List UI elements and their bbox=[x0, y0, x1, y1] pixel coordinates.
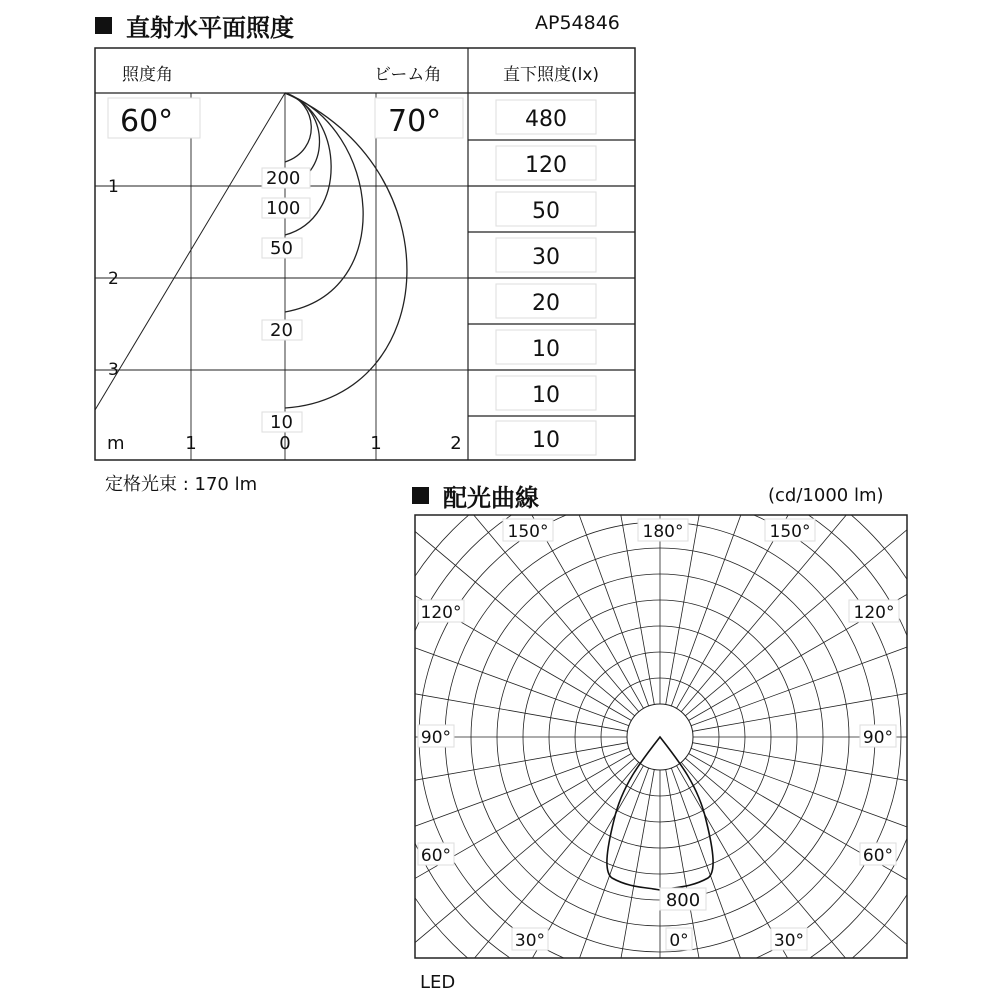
beam-angle-label: ビーム角 bbox=[374, 65, 442, 85]
contour-label: 100 bbox=[266, 198, 301, 219]
angle-label-60-right: 60° bbox=[862, 846, 894, 866]
polar-radial-line bbox=[681, 762, 917, 1000]
direct-lux-value: 120 bbox=[525, 153, 567, 178]
light-source-label: LED bbox=[420, 972, 456, 993]
x-axis-tick: 1 bbox=[370, 433, 382, 454]
polar-radial-line bbox=[314, 754, 632, 938]
contour-label: 20 bbox=[270, 320, 293, 341]
distribution-unit: (cd/1000 lm) bbox=[768, 485, 884, 506]
direct-lux-value: 10 bbox=[532, 428, 560, 453]
polar-radial-line bbox=[689, 754, 1000, 938]
x-axis-tick: 2 bbox=[450, 433, 462, 454]
polar-radial-line bbox=[693, 743, 1000, 807]
contour-label: 10 bbox=[270, 412, 293, 433]
polar-radial-line bbox=[691, 748, 1000, 874]
x-axis-unit: m bbox=[107, 433, 125, 454]
direct-lux-value: 480 bbox=[525, 107, 567, 132]
polar-radial-line bbox=[523, 768, 649, 1000]
contour-10 bbox=[285, 93, 407, 408]
angle-label-90-right: 90° bbox=[862, 728, 894, 748]
polar-radial-line bbox=[693, 668, 1000, 732]
contour-label: 200 bbox=[266, 168, 301, 189]
contour-200 bbox=[285, 93, 311, 162]
model-number: AP54846 bbox=[535, 12, 620, 34]
angle-label-0: 0° bbox=[669, 931, 689, 951]
angle-label-30-right: 30° bbox=[773, 931, 805, 951]
polar-radial-line bbox=[403, 431, 639, 712]
beam-angle-value: 70° bbox=[388, 104, 442, 139]
polar-radial-line bbox=[266, 668, 627, 732]
polar-radial-line bbox=[677, 766, 861, 1000]
polar-radial-line bbox=[677, 391, 861, 709]
depth-label: 2 bbox=[108, 269, 119, 289]
angle-label-120-right: 120° bbox=[853, 603, 895, 623]
direct-lux-value: 30 bbox=[532, 245, 560, 270]
angle-label-150-right: 150° bbox=[769, 522, 811, 542]
peak-intensity-label: 800 bbox=[665, 890, 701, 911]
illum-angle-label: 照度角 bbox=[122, 65, 173, 85]
angle-label-90-left: 90° bbox=[420, 728, 452, 748]
angle-label-120-left: 120° bbox=[420, 603, 462, 623]
distribution-title-text: 配光曲線 bbox=[443, 484, 539, 512]
direct-lux-value: 20 bbox=[532, 291, 560, 316]
polar-radial-line bbox=[671, 768, 797, 1000]
illuminance-title-text: 直射水平面照度 bbox=[126, 14, 294, 42]
direct-lux-value: 10 bbox=[532, 383, 560, 408]
direct-lux-value: 50 bbox=[532, 199, 560, 224]
angle-label-30-left: 30° bbox=[514, 931, 546, 951]
polar-radial-line bbox=[403, 762, 639, 1000]
x-axis-tick: 0 bbox=[279, 433, 291, 454]
polar-radial-line bbox=[691, 600, 1000, 726]
polar-radial-line bbox=[460, 766, 644, 1000]
angle-label-60-left: 60° bbox=[420, 846, 452, 866]
direct-lux-value: 10 bbox=[532, 337, 560, 362]
x-axis-tick: 1 bbox=[185, 433, 197, 454]
illum-angle-value: 60° bbox=[120, 104, 174, 139]
polar-radial-line bbox=[591, 770, 655, 1000]
direct-lux-header: 直下照度(lx) bbox=[502, 65, 600, 85]
angle-label-150-left: 150° bbox=[507, 522, 549, 542]
illumination-angle-line bbox=[95, 93, 285, 410]
polar-radial-line bbox=[666, 770, 730, 1000]
rated-flux: 定格光束 : 170 lm bbox=[105, 474, 258, 495]
polar-radial-line bbox=[689, 537, 1000, 721]
polar-radial-line bbox=[681, 431, 917, 712]
polar-radial-line bbox=[266, 743, 627, 807]
contour-label: 50 bbox=[270, 238, 293, 259]
polar-radial-line bbox=[314, 537, 632, 721]
depth-label: 3 bbox=[108, 360, 119, 380]
angle-label-180: 180° bbox=[642, 522, 684, 542]
depth-label: 1 bbox=[108, 177, 119, 197]
